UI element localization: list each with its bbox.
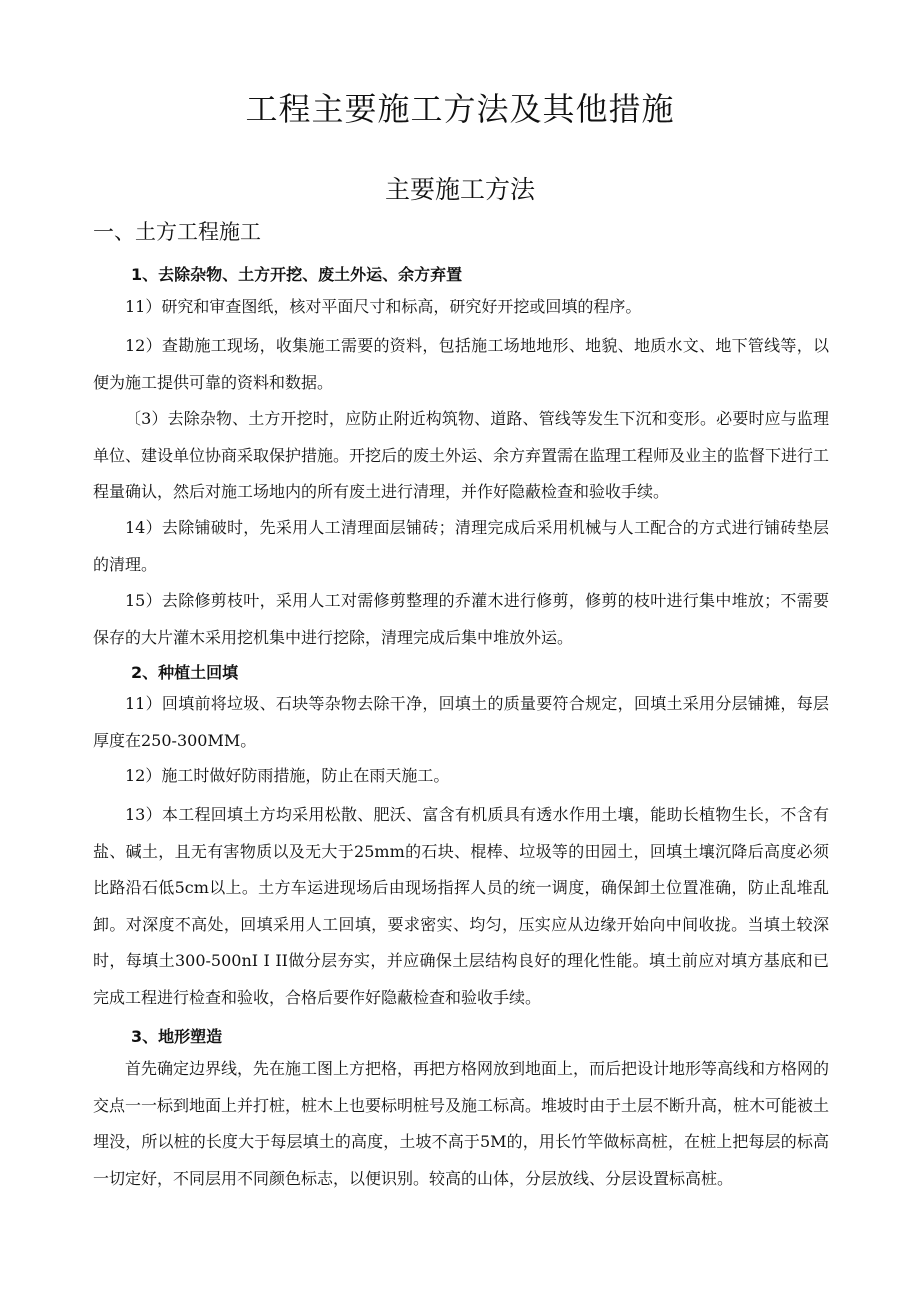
item-heading: 1、去除杂物、土方开挖、废土外运、余方弃置 (131, 265, 463, 284)
paragraph: 12）查勘施工现场，收集施工需要的资料，包括施工场地地形、地貌、地质水文、地下管线等，以便为施工提供可靠的资料和数据。 (93, 336, 829, 392)
paragraph: 13）本工程回填土方均采用松散、肥沃、富含有机质具有透水作用土壤，能助长植物生长，不含有盐、碱土，且无有害物质以及无大于25mm的石块、棍棒、垃圾等的田园土，回填土壤沉降后高度必须比路沿石低5cm以上。土方车运进现场后由现场指挥人员的统一调度，确保卸土位置准确，防止乱堆乱卸。对深度不高处，回填采用人工回填，要求密实、均匀，压实应从边缘开始向中间收拢。当填土较深时，每填土300-500nI I II做分层夯实，并应确保土层结构良好的理化性能。填土前应对填方基底和已完成工程进行检查和验收，合格后要作好隐蔽检查和验收手续。 (93, 805, 829, 1007)
paragraph: 〔3）去除杂物、土方开挖时，应防止附近构筑物、道路、管线等发生下沉和变形。必要时应与监理单位、建设单位协商采取保护措施。开挖后的废土外运、余方弃置需在监理工程师及业主的监督下进行工程量确认，然后对施工场地内的所有废土进行清理，并作好隐蔽检查和验收手续。 (93, 409, 830, 501)
paragraph: 15）去除修剪枝叶，采用人工对需修剪整理的乔灌木进行修剪，修剪的枝叶进行集中堆放；不需要保存的大片灌木采用挖机集中进行挖除，清理完成后集中堆放外运。 (93, 591, 829, 647)
section-heading: 一、土方工程施工 (93, 220, 261, 244)
document-subtitle: 主要施工方法 (384, 175, 535, 204)
item-heading: 2、种植土回填 (131, 663, 239, 682)
paragraph: 14）去除铺破时，先采用人工清理面层铺砖；清理完成后采用机械与人工配合的方式进行铺砖垫层的清理。 (93, 518, 829, 574)
document-title: 工程主要施工方法及其他措施 (245, 90, 675, 128)
item-heading: 3、地形塑造 (131, 1027, 223, 1046)
paragraph: 首先确定边界线，先在施工图上方把格，再把方格网放到地面上，而后把设计地形等高线和方格网的交点一一标到地面上并打桩，桩木上也要标明桩号及施工标高。堆坡时由于土层不断升高，桩木可能被土埋没，所以桩的长度大于每层填土的高度，土坡不高于5M的，用长竹竿做标高桩，在桩上把每层的标高一切定好，不同层用不同颜色标志，以便识别。较高的山体，分层放线、分层设置标高桩。 (93, 1059, 830, 1188)
paragraph: 11）研究和审查图纸，核对平面尺寸和标高，研究好开挖或回填的程序。 (125, 297, 642, 316)
paragraph: 11）回填前将垃圾、石块等杂物去除干净，回填土的质量要符合规定，回填土采用分层铺摊，每层厚度在250-300MM。 (93, 694, 829, 750)
paragraph: 12）施工时做好防雨措施，防止在雨天施工。 (125, 766, 450, 785)
